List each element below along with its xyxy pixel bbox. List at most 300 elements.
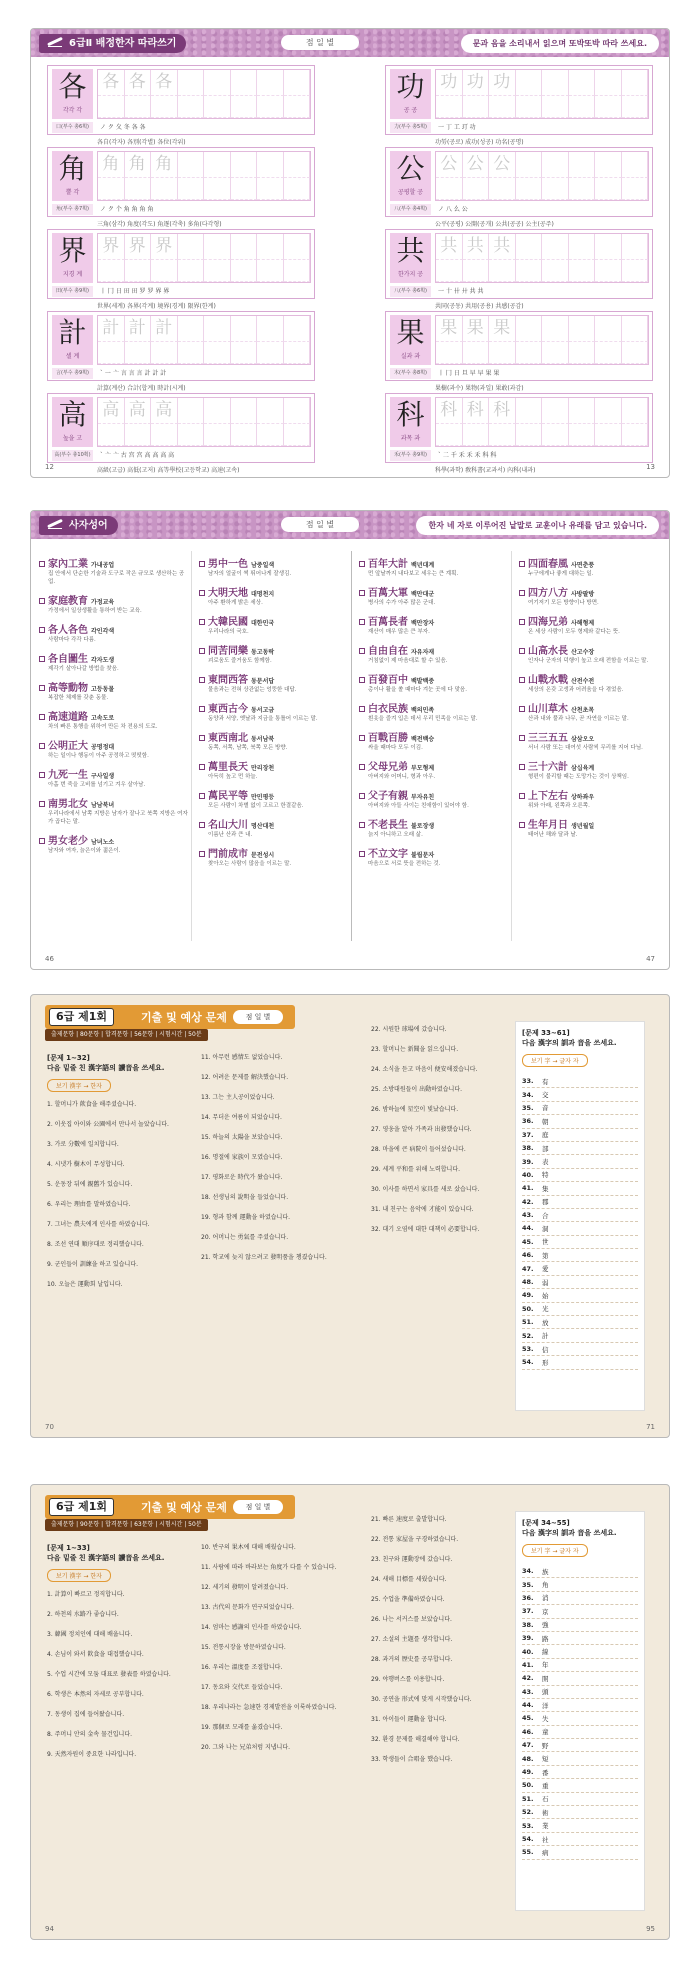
practice-cell[interactable] xyxy=(595,260,622,282)
checkbox-icon[interactable] xyxy=(359,648,365,654)
practice-cell[interactable] xyxy=(284,424,311,446)
practice-cell[interactable]: 功 xyxy=(436,70,463,96)
check-label: 점 일 별 xyxy=(233,1010,283,1024)
idiom-hanja: 高等動物 xyxy=(48,683,88,694)
idiom-reading: 백전백승 xyxy=(411,736,435,743)
practice-cell[interactable] xyxy=(622,342,649,364)
checkbox-icon[interactable] xyxy=(359,677,365,683)
practice-cell[interactable] xyxy=(542,342,569,364)
practice-cell[interactable] xyxy=(569,398,596,424)
hanja-meaning: 지경 계 xyxy=(62,271,83,278)
answer-row[interactable] xyxy=(522,1155,638,1168)
practice-cell[interactable] xyxy=(463,178,490,200)
checkbox-icon[interactable] xyxy=(39,714,45,720)
practice-cell[interactable] xyxy=(489,342,516,364)
idiom-entry xyxy=(199,671,351,694)
practice-cell[interactable] xyxy=(569,96,596,118)
checkbox-icon[interactable] xyxy=(199,735,205,741)
answer-row[interactable] xyxy=(522,1565,638,1578)
practice-cell[interactable] xyxy=(569,316,596,342)
checkbox-icon[interactable] xyxy=(519,793,525,799)
practice-cell[interactable] xyxy=(595,342,622,364)
hanja-character: 共 xyxy=(396,234,425,267)
checkbox-icon[interactable] xyxy=(199,793,205,799)
practice-cell[interactable] xyxy=(257,70,284,96)
answer-row[interactable] xyxy=(522,1329,638,1342)
practice-cell[interactable] xyxy=(284,96,311,118)
answer-row[interactable] xyxy=(522,1793,638,1806)
answer-row[interactable] xyxy=(522,1605,638,1618)
answer-number: 41. xyxy=(522,1184,534,1193)
answer-number: 46. xyxy=(522,1727,534,1736)
practice-cell[interactable] xyxy=(463,424,490,446)
checkbox-icon[interactable] xyxy=(199,619,205,625)
practice-cell[interactable] xyxy=(231,398,258,424)
answer-hanja: 線 xyxy=(542,1648,549,1657)
checkbox-icon[interactable] xyxy=(519,706,525,712)
idiom-head xyxy=(359,700,511,715)
checkbox-icon[interactable] xyxy=(359,735,365,741)
practice-cell[interactable] xyxy=(257,260,284,282)
practice-cell[interactable] xyxy=(516,260,543,282)
idiom-entry xyxy=(39,766,191,789)
pen-icon xyxy=(47,519,63,528)
checkbox-icon[interactable] xyxy=(199,822,205,828)
practice-cell[interactable] xyxy=(622,234,649,260)
practice-cell[interactable] xyxy=(569,178,596,200)
checkbox-icon[interactable] xyxy=(519,822,525,828)
practice-grid[interactable] xyxy=(435,315,649,365)
checkbox-icon[interactable] xyxy=(39,627,45,633)
practice-cell[interactable] xyxy=(622,96,649,118)
practice-cell[interactable] xyxy=(516,424,543,446)
practice-cell[interactable] xyxy=(125,260,152,282)
answer-row[interactable] xyxy=(522,1075,638,1088)
practice-cell[interactable] xyxy=(151,178,178,200)
practice-cell[interactable] xyxy=(257,424,284,446)
practice-cell[interactable]: 計 xyxy=(98,316,125,342)
practice-cell[interactable] xyxy=(98,342,125,364)
practice-cell[interactable] xyxy=(516,96,543,118)
practice-cell[interactable] xyxy=(204,342,231,364)
practice-cell[interactable]: 計 xyxy=(125,316,152,342)
practice-cell[interactable]: 功 xyxy=(489,70,516,96)
practice-cell[interactable] xyxy=(569,424,596,446)
practice-cell[interactable]: 果 xyxy=(463,316,490,342)
practice-cell[interactable] xyxy=(231,424,258,446)
practice-cell[interactable] xyxy=(231,178,258,200)
page-number-left: 12 xyxy=(45,463,54,471)
answer-row[interactable] xyxy=(522,1249,638,1262)
checkbox-icon[interactable] xyxy=(359,590,365,596)
practice-cell[interactable] xyxy=(463,96,490,118)
practice-cell[interactable]: 科 xyxy=(436,398,463,424)
practice-cell[interactable]: 公 xyxy=(463,152,490,178)
answer-row[interactable] xyxy=(522,1289,638,1302)
answer-hanja: 開 xyxy=(542,1674,549,1683)
checkbox-icon[interactable] xyxy=(39,656,45,662)
answer-row[interactable] xyxy=(522,1303,638,1316)
answer-row[interactable] xyxy=(522,1129,638,1142)
practice-cell[interactable]: 高 xyxy=(98,398,125,424)
idiom-entry xyxy=(39,737,191,760)
practice-cell[interactable] xyxy=(516,152,543,178)
stroke-order: ` 亠 亠 古 宫 宫 高 高 高 高 xyxy=(100,452,175,459)
practice-cell[interactable] xyxy=(595,234,622,260)
practice-cell[interactable] xyxy=(542,152,569,178)
answer-row[interactable] xyxy=(522,1142,638,1155)
practice-grid[interactable] xyxy=(97,315,311,365)
practice-cell[interactable] xyxy=(231,316,258,342)
answer-hanja: 有 xyxy=(542,1077,549,1086)
practice-cell[interactable] xyxy=(284,398,311,424)
practice-cell[interactable] xyxy=(231,260,258,282)
practice-grid[interactable] xyxy=(435,233,649,283)
practice-cell[interactable]: 公 xyxy=(436,152,463,178)
practice-cell[interactable] xyxy=(231,234,258,260)
practice-cell[interactable] xyxy=(595,316,622,342)
idiom-reading: 명산대천 xyxy=(251,823,275,830)
practice-cell[interactable] xyxy=(125,96,152,118)
answer-row[interactable] xyxy=(522,1169,638,1182)
practice-cell[interactable]: 果 xyxy=(436,316,463,342)
practice-cell[interactable] xyxy=(284,260,311,282)
practice-cell[interactable] xyxy=(622,316,649,342)
practice-grid[interactable] xyxy=(435,151,649,201)
practice-cell[interactable] xyxy=(542,178,569,200)
practice-cell[interactable]: 共 xyxy=(436,234,463,260)
practice-cell[interactable] xyxy=(231,96,258,118)
practice-cell[interactable] xyxy=(178,96,205,118)
answer-number: 55. xyxy=(522,1848,534,1857)
answer-row[interactable] xyxy=(522,1088,638,1101)
practice-cell[interactable] xyxy=(204,260,231,282)
practice-cell[interactable] xyxy=(178,260,205,282)
checkbox-icon[interactable] xyxy=(39,598,45,604)
checkbox-icon[interactable] xyxy=(39,801,45,807)
checkbox-icon[interactable] xyxy=(519,648,525,654)
checkbox-icon[interactable] xyxy=(199,561,205,567)
practice-cell[interactable] xyxy=(284,342,311,364)
practice-cell[interactable] xyxy=(257,234,284,260)
answer-hanja: 信 xyxy=(542,1345,549,1354)
practice-cell[interactable] xyxy=(257,316,284,342)
practice-cell[interactable] xyxy=(516,70,543,96)
practice-cell[interactable] xyxy=(516,178,543,200)
answer-row[interactable] xyxy=(522,1672,638,1685)
stroke-order: ` 二 千 禾 禾 禾 科 科 xyxy=(438,452,497,459)
checkbox-icon[interactable] xyxy=(199,764,205,770)
practice-cell[interactable]: 果 xyxy=(489,316,516,342)
practice-cell[interactable]: 功 xyxy=(463,70,490,96)
practice-cell[interactable]: 角 xyxy=(151,152,178,178)
checkbox-icon[interactable] xyxy=(519,735,525,741)
question-item: 27. 영웅을 알아 가족과 出發했습니다. xyxy=(371,1126,472,1133)
practice-cell[interactable] xyxy=(542,424,569,446)
practice-cell[interactable] xyxy=(436,342,463,364)
example-words: 果樹(과수) 果物(과일) 果敢(과감) xyxy=(435,385,524,392)
answer-row[interactable] xyxy=(522,1726,638,1739)
practice-cell[interactable] xyxy=(595,424,622,446)
answer-row[interactable] xyxy=(522,1316,638,1329)
practice-cell[interactable] xyxy=(284,178,311,200)
practice-cell[interactable] xyxy=(204,316,231,342)
checkbox-icon[interactable] xyxy=(519,619,525,625)
question-item: 19. 那個로 모래를 옮겼습니다. xyxy=(201,1724,283,1731)
practice-cell[interactable] xyxy=(151,260,178,282)
practice-cell[interactable] xyxy=(622,398,649,424)
practice-cell[interactable] xyxy=(622,178,649,200)
question-item: 14. 엄마는 感謝의 인사를 하였습니다. xyxy=(201,1624,302,1631)
practice-cell[interactable] xyxy=(516,398,543,424)
practice-cell[interactable] xyxy=(231,70,258,96)
practice-cell[interactable]: 科 xyxy=(489,398,516,424)
practice-cell[interactable] xyxy=(231,152,258,178)
question-item: 30. 공연을 形式에 맞게 시작했습니다. xyxy=(371,1696,472,1703)
practice-cell[interactable]: 界 xyxy=(151,234,178,260)
answer-row[interactable] xyxy=(522,1819,638,1832)
answer-row[interactable] xyxy=(522,1619,638,1632)
practice-cell[interactable] xyxy=(151,424,178,446)
practice-cell[interactable]: 各 xyxy=(125,70,152,96)
practice-cell[interactable] xyxy=(569,342,596,364)
practice-cell[interactable] xyxy=(516,316,543,342)
answer-row[interactable] xyxy=(522,1209,638,1222)
answer-row[interactable] xyxy=(522,1686,638,1699)
practice-cell[interactable] xyxy=(436,260,463,282)
answer-number: 49. xyxy=(522,1291,534,1300)
practice-grid[interactable] xyxy=(97,69,311,119)
answer-row[interactable] xyxy=(522,1578,638,1591)
practice-cell[interactable] xyxy=(595,178,622,200)
practice-cell[interactable] xyxy=(257,342,284,364)
idiom-entry xyxy=(199,816,351,839)
practice-cell[interactable] xyxy=(178,152,205,178)
answer-row[interactable] xyxy=(522,1632,638,1645)
practice-cell[interactable]: 角 xyxy=(98,152,125,178)
idiom-head xyxy=(39,766,191,781)
checkbox-icon[interactable] xyxy=(359,793,365,799)
practice-cell[interactable] xyxy=(178,178,205,200)
answer-row[interactable] xyxy=(522,1276,638,1289)
idiom-entry xyxy=(519,642,670,665)
practice-cell[interactable] xyxy=(542,96,569,118)
checkbox-icon[interactable] xyxy=(359,851,365,857)
checkbox-icon[interactable] xyxy=(359,706,365,712)
answer-row[interactable] xyxy=(522,1645,638,1658)
practice-cell[interactable] xyxy=(204,70,231,96)
practice-cell[interactable] xyxy=(595,70,622,96)
answer-row[interactable] xyxy=(522,1712,638,1725)
practice-cell[interactable] xyxy=(98,96,125,118)
answer-row[interactable] xyxy=(522,1806,638,1819)
practice-cell[interactable] xyxy=(436,178,463,200)
practice-grid[interactable] xyxy=(97,233,311,283)
question-item: 25. 수업을 準備하였습니다. xyxy=(371,1596,445,1603)
practice-cell[interactable] xyxy=(516,342,543,364)
practice-cell[interactable] xyxy=(542,234,569,260)
practice-cell[interactable] xyxy=(125,178,152,200)
practice-cell[interactable]: 公 xyxy=(489,152,516,178)
checkbox-icon[interactable] xyxy=(199,590,205,596)
practice-cell[interactable] xyxy=(595,152,622,178)
hanja-box xyxy=(52,151,93,201)
practice-grid[interactable] xyxy=(435,397,649,447)
practice-cell[interactable] xyxy=(489,260,516,282)
answer-row[interactable] xyxy=(522,1779,638,1792)
checkbox-icon[interactable] xyxy=(199,706,205,712)
practice-cell[interactable]: 計 xyxy=(151,316,178,342)
practice-cell[interactable] xyxy=(595,398,622,424)
practice-cell[interactable] xyxy=(463,342,490,364)
answer-row[interactable] xyxy=(522,1262,638,1275)
practice-cell[interactable]: 各 xyxy=(98,70,125,96)
checkbox-icon[interactable] xyxy=(359,822,365,828)
answer-row[interactable] xyxy=(522,1739,638,1752)
answer-row[interactable] xyxy=(522,1766,638,1779)
practice-cell[interactable] xyxy=(569,70,596,96)
checkbox-icon[interactable] xyxy=(359,764,365,770)
practice-cell[interactable] xyxy=(178,424,205,446)
practice-cell[interactable] xyxy=(178,316,205,342)
answer-row[interactable] xyxy=(522,1752,638,1765)
idiom-meaning: 태어난 해와 달과 날. xyxy=(528,832,578,838)
practice-cell[interactable] xyxy=(178,342,205,364)
practice-cell[interactable] xyxy=(436,424,463,446)
practice-cell[interactable] xyxy=(178,70,205,96)
practice-cell[interactable] xyxy=(151,96,178,118)
checkbox-icon[interactable] xyxy=(519,677,525,683)
idiom-hanja: 各自圖生 xyxy=(48,654,88,665)
answer-row[interactable] xyxy=(522,1356,638,1369)
practice-cell[interactable] xyxy=(204,96,231,118)
practice-cell[interactable]: 共 xyxy=(463,234,490,260)
practice-cell[interactable] xyxy=(204,152,231,178)
checkbox-icon[interactable] xyxy=(39,685,45,691)
practice-cell[interactable] xyxy=(489,96,516,118)
practice-cell[interactable] xyxy=(98,178,125,200)
checkbox-icon[interactable] xyxy=(359,561,365,567)
practice-cell[interactable] xyxy=(284,316,311,342)
practice-cell[interactable] xyxy=(204,178,231,200)
question-item: 21. 빠른 速度로 출발합니다. xyxy=(371,1516,447,1523)
checkbox-icon[interactable] xyxy=(39,838,45,844)
practice-cell[interactable] xyxy=(284,234,311,260)
practice-cell[interactable]: 共 xyxy=(489,234,516,260)
idiom-head xyxy=(199,613,351,628)
checkbox-icon[interactable] xyxy=(199,851,205,857)
practice-cell[interactable] xyxy=(569,234,596,260)
practice-cell[interactable] xyxy=(125,424,152,446)
answer-hanja: 合 xyxy=(542,1211,549,1220)
idiom-hanja: 萬里長天 xyxy=(208,762,248,773)
practice-grid[interactable] xyxy=(435,69,649,119)
checkbox-icon[interactable] xyxy=(39,743,45,749)
answer-row[interactable] xyxy=(522,1196,638,1209)
practice-cell[interactable] xyxy=(257,178,284,200)
answer-row[interactable] xyxy=(522,1102,638,1115)
practice-cell[interactable] xyxy=(542,398,569,424)
practice-cell[interactable] xyxy=(436,96,463,118)
practice-cell[interactable] xyxy=(204,424,231,446)
practice-cell[interactable] xyxy=(516,234,543,260)
practice-cell[interactable] xyxy=(204,398,231,424)
practice-cell[interactable] xyxy=(489,178,516,200)
practice-cell[interactable] xyxy=(98,260,125,282)
checkbox-icon[interactable] xyxy=(519,764,525,770)
practice-cell[interactable]: 科 xyxy=(463,398,490,424)
checkbox-icon[interactable] xyxy=(199,648,205,654)
practice-cell[interactable] xyxy=(125,342,152,364)
practice-cell[interactable]: 高 xyxy=(151,398,178,424)
practice-cell[interactable] xyxy=(257,96,284,118)
practice-cell[interactable] xyxy=(489,424,516,446)
practice-cell[interactable] xyxy=(569,152,596,178)
practice-cell[interactable] xyxy=(595,96,622,118)
answer-hanja: 部 xyxy=(542,1144,549,1153)
checkbox-icon[interactable] xyxy=(519,561,525,567)
practice-cell[interactable] xyxy=(257,398,284,424)
practice-cell[interactable] xyxy=(284,70,311,96)
checkbox-icon[interactable] xyxy=(519,590,525,596)
answer-row[interactable] xyxy=(522,1222,638,1235)
idiom-head xyxy=(359,584,511,599)
practice-cell[interactable] xyxy=(542,316,569,342)
answer-row[interactable] xyxy=(522,1182,638,1195)
practice-grid[interactable] xyxy=(97,151,311,201)
answer-row[interactable] xyxy=(522,1833,638,1846)
practice-cell[interactable] xyxy=(284,152,311,178)
practice-cell[interactable] xyxy=(569,260,596,282)
practice-cell[interactable]: 界 xyxy=(125,234,152,260)
practice-cell[interactable] xyxy=(98,424,125,446)
practice-cell[interactable] xyxy=(622,424,649,446)
hanja-meaning: 셀 계 xyxy=(65,353,80,360)
answer-row[interactable] xyxy=(522,1236,638,1249)
answer-row[interactable] xyxy=(522,1699,638,1712)
checkbox-icon[interactable] xyxy=(199,677,205,683)
practice-cell[interactable] xyxy=(622,152,649,178)
practice-grid[interactable] xyxy=(97,397,311,447)
practice-cell[interactable] xyxy=(463,260,490,282)
practice-cell[interactable]: 角 xyxy=(125,152,152,178)
practice-cell[interactable] xyxy=(151,342,178,364)
practice-cell[interactable] xyxy=(542,70,569,96)
practice-cell[interactable] xyxy=(622,70,649,96)
answer-row[interactable] xyxy=(522,1846,638,1859)
practice-cell[interactable]: 界 xyxy=(98,234,125,260)
practice-cell[interactable] xyxy=(178,234,205,260)
answer-row[interactable] xyxy=(522,1659,638,1672)
checkbox-icon[interactable] xyxy=(39,561,45,567)
answer-row[interactable] xyxy=(522,1592,638,1605)
practice-cell[interactable] xyxy=(204,234,231,260)
practice-cell[interactable] xyxy=(178,398,205,424)
idiom-reading: 각자도생 xyxy=(91,657,115,664)
checkbox-icon[interactable] xyxy=(39,772,45,778)
answer-row[interactable] xyxy=(522,1343,638,1356)
answer-row[interactable] xyxy=(522,1115,638,1128)
practice-cell[interactable] xyxy=(231,342,258,364)
checkbox-icon[interactable] xyxy=(359,619,365,625)
answer-number: 52. xyxy=(522,1331,534,1340)
practice-cell[interactable]: 各 xyxy=(151,70,178,96)
practice-cell[interactable] xyxy=(542,260,569,282)
practice-cell[interactable]: 高 xyxy=(125,398,152,424)
practice-cell[interactable] xyxy=(622,260,649,282)
practice-cell[interactable] xyxy=(257,152,284,178)
idiom-head xyxy=(199,845,351,860)
